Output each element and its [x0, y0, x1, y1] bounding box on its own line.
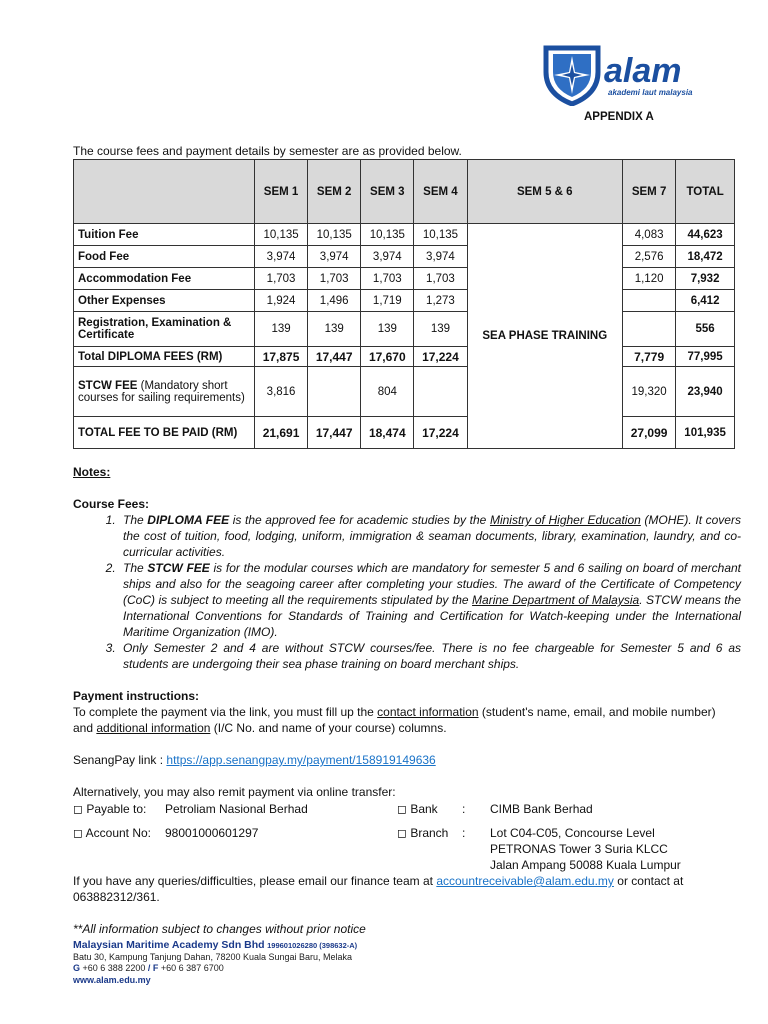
note-bold-text: STCW FEE	[147, 561, 210, 575]
logo-tagline: akademi laut malaysia	[608, 88, 693, 97]
colon-separator: :	[462, 826, 466, 840]
table-row	[74, 347, 735, 367]
row-label: Total DIPLOMA FEES (RM)	[74, 347, 255, 367]
cell-value: 3,816	[255, 367, 308, 417]
header-sem4: SEM 4	[414, 160, 467, 224]
branch-line: PETRONAS Tower 3 Suria KLCC	[490, 842, 668, 856]
senangpay-link[interactable]: https://app.senangpay.my/payment/158919149636	[166, 753, 436, 767]
payment-text: (student's name, email, and mobile number) and	[73, 705, 716, 735]
cell-value: 17,875	[255, 347, 308, 367]
header-sem7: SEM 7	[623, 160, 676, 224]
cell-value: 17,224	[414, 347, 467, 367]
table-header-row	[74, 160, 735, 224]
footer-registration: 199601026280 (398632-A)	[267, 941, 358, 950]
payment-underlined-text: additional information	[96, 721, 211, 735]
row-label: TOTAL FEE TO BE PAID (RM)	[74, 417, 255, 449]
cell-total: 101,935	[676, 417, 735, 449]
table-row	[74, 367, 735, 417]
header-sem3: SEM 3	[361, 160, 414, 224]
table-row	[74, 268, 735, 290]
payment-heading: Payment instructions:	[73, 689, 200, 703]
row-label	[74, 367, 255, 417]
cell-value: 4,083	[623, 224, 676, 246]
cell-value: 1,703	[308, 268, 361, 290]
table-row	[74, 312, 735, 347]
table-row	[74, 246, 735, 268]
finance-email-link[interactable]: accountreceivable@alam.edu.my	[436, 874, 614, 888]
note-item	[119, 560, 741, 640]
payable-value: Petroliam Nasional Berhad	[165, 802, 308, 816]
header-blank-cell	[74, 160, 255, 224]
cell-value: 3,974	[361, 246, 414, 268]
payable-label	[73, 801, 146, 817]
header-sem5-6: SEM 5 & 6	[467, 160, 623, 224]
note-underlined-text: Ministry of Higher Education	[489, 513, 641, 527]
cell-total: 77,995	[676, 347, 735, 367]
cell-value: 139	[361, 312, 414, 347]
checkbox-icon: ◻	[73, 802, 83, 816]
cell-value: 7,779	[623, 347, 676, 367]
payment-underlined-text: contact information	[377, 705, 479, 719]
cell-value: 1,703	[255, 268, 308, 290]
table-row	[74, 417, 735, 449]
cell-value: 1,496	[308, 290, 361, 312]
account-label	[73, 825, 151, 841]
footer-contact	[73, 963, 357, 975]
cell-value: 17,447	[308, 417, 361, 449]
stcw-note: (Mandatory short courses for sailing requirements)	[78, 379, 245, 404]
note-text: The	[123, 513, 148, 527]
cell-value: 10,135	[414, 224, 467, 246]
sea-phase-cell: SEA PHASE TRAINING	[467, 224, 623, 449]
footer-address: Batu 30, Kampung Tanjung Dahan, 78200 Kuala Sungai Baru, Melaka	[73, 951, 353, 962]
disclaimer: **All information subject to changes without prior notice	[73, 922, 366, 936]
cell-value: 17,224	[414, 417, 467, 449]
cell-value: 1,924	[255, 290, 308, 312]
cell-value: 10,135	[361, 224, 414, 246]
account-label-text: Account No:	[85, 826, 152, 840]
cell-value: 139	[414, 312, 467, 347]
note-text: The	[123, 561, 148, 575]
logo-wordmark: alam	[604, 52, 682, 90]
note-underlined-text: Marine Department of Malaysia	[472, 593, 640, 607]
cell-total: 18,472	[676, 246, 735, 268]
cell-total: 44,623	[676, 224, 735, 246]
bank-value: CIMB Bank Berhad	[490, 802, 593, 816]
notes-heading: Notes:	[73, 465, 111, 479]
footer-fax: +60 6 387 6700	[160, 963, 224, 973]
note-bold-text: DIPLOMA FEE	[147, 513, 230, 527]
senangpay-line	[73, 752, 723, 768]
fee-table	[73, 159, 735, 449]
course-fees-heading: Course Fees:	[73, 497, 150, 511]
cell-value: 1,120	[623, 268, 676, 290]
header-sem2: SEM 2	[308, 160, 361, 224]
cell-value: 17,670	[361, 347, 414, 367]
payment-text: (I/C No. and name of your course) columns.	[210, 721, 447, 735]
row-label: Accommodation Fee	[74, 268, 255, 290]
cell-value: 1,273	[414, 290, 467, 312]
alternative-text: Alternatively, you may also remit payment via online transfer:	[73, 785, 396, 799]
cell-value: 1,703	[361, 268, 414, 290]
note-item	[119, 512, 741, 560]
note-text: is the approved fee for academic studies by the	[229, 513, 490, 527]
footer-company: Malaysian Maritime Academy Sdn Bhd	[73, 939, 265, 951]
cell-value: 1,719	[361, 290, 414, 312]
cell-value: 19,320	[623, 367, 676, 417]
query-text-part: If you have any queries/difficulties, please email our finance team at	[73, 874, 437, 888]
branch-label-text: Branch	[410, 826, 449, 840]
colon-separator: :	[462, 802, 466, 816]
cell-value: 10,135	[308, 224, 361, 246]
cell-value: 18,474	[361, 417, 414, 449]
checkbox-icon: ◻	[397, 826, 407, 840]
table-row	[74, 224, 735, 246]
footer	[73, 940, 357, 986]
stcw-label: STCW FEE	[78, 379, 138, 392]
cell-value	[623, 312, 676, 347]
branch-address	[490, 825, 681, 873]
note-text: is for the modular courses which are mandatory for semester 5 and 6 sailing on board of merchant ships and also for the seagoing career after completing your studies. The award of the Certificate of Competency (CoC) is subject to meeting all the requirements stipulated by the	[123, 561, 742, 607]
cell-value: 139	[255, 312, 308, 347]
note-text: . STCW means the International Conventions for Standards of Training and Certification for Watch-keeping under the International Maritime Organization (IMO).	[123, 593, 741, 639]
query-text	[73, 873, 723, 905]
cell-value	[414, 367, 467, 417]
cell-value: 139	[308, 312, 361, 347]
row-label: Tuition Fee	[74, 224, 255, 246]
branch-label	[397, 825, 448, 841]
course-fee-notes-list	[73, 512, 741, 672]
note-item	[119, 640, 741, 672]
appendix-label: APPENDIX A	[584, 111, 654, 123]
checkbox-icon: ◻	[397, 802, 407, 816]
cell-value: 3,974	[308, 246, 361, 268]
cell-value: 1,703	[414, 268, 467, 290]
cell-value	[623, 290, 676, 312]
table-row	[74, 290, 735, 312]
cell-value: 804	[361, 367, 414, 417]
cell-value: 2,576	[623, 246, 676, 268]
header-total: TOTAL	[676, 160, 735, 224]
footer-website[interactable]: www.alam.edu.my	[73, 974, 151, 985]
bank-label-text: Bank	[410, 802, 438, 816]
senangpay-label: SenangPay link :	[73, 753, 167, 767]
fax-label: F	[152, 963, 159, 973]
payment-instructions	[73, 704, 723, 736]
cell-value: 17,447	[308, 347, 361, 367]
branch-line: Jalan Ampang 50088 Kuala Lumpur	[490, 858, 681, 872]
cell-total: 7,932	[676, 268, 735, 290]
footer-separator: /	[147, 963, 151, 973]
cell-total: 556	[676, 312, 735, 347]
cell-value: 3,974	[414, 246, 467, 268]
intro-text: The course fees and payment details by semester are as provided below.	[73, 144, 462, 158]
cell-value	[308, 367, 361, 417]
cell-total: 23,940	[676, 367, 735, 417]
account-value: 98001000601297	[165, 826, 259, 840]
cell-value: 21,691	[255, 417, 308, 449]
cell-value: 3,974	[255, 246, 308, 268]
footer-phone: +60 6 388 2200	[82, 963, 146, 973]
payment-text: To complete the payment via the link, you must fill up the	[73, 705, 378, 719]
note-text: (MOHE). It covers the cost of tuition, food, lodging, uniform, immigration & seaman documents, library, examination, laundry, and co-curricular activities.	[123, 513, 741, 559]
cell-total: 6,412	[676, 290, 735, 312]
cell-value: 27,099	[623, 417, 676, 449]
checkbox-icon: ◻	[73, 826, 83, 840]
row-label: Other Expenses	[74, 290, 255, 312]
query-text-part: or contact at 063882312/361.	[73, 874, 684, 904]
bank-label	[397, 801, 438, 817]
phone-label: G	[73, 963, 81, 973]
row-label: Registration, Examination & Certificate	[74, 312, 255, 347]
alam-logo	[540, 42, 710, 106]
payable-label-text: Payable to:	[86, 802, 147, 816]
header-sem1: SEM 1	[255, 160, 308, 224]
row-label: Food Fee	[74, 246, 255, 268]
note-text: Only Semester 2 and 4 are without STCW courses/fee. There is no fee chargeable for Semester 5 and 6 as students are undergoing their sea phase training on board merchant ships.	[123, 641, 741, 671]
branch-line: Lot C04-C05, Concourse Level	[490, 826, 655, 840]
cell-value: 10,135	[255, 224, 308, 246]
